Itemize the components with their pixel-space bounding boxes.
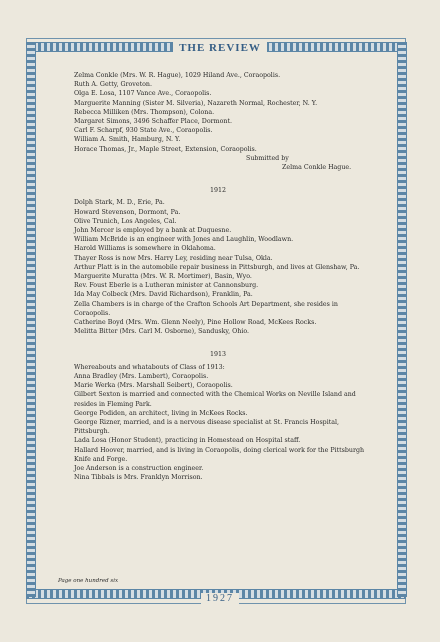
entry: Marie Werka (Mrs. Marshall Seibert), Coraopolis. xyxy=(74,382,233,390)
entry: Ida May Colbeck (Mrs. David Richardson), Franklin, Pa. xyxy=(74,291,253,299)
entry: Thayer Ross is now Mrs. Harry Ley, residing near Tulsa, Okla. xyxy=(74,254,273,262)
entry: William McBride is an engineer with Jones and Laughlin, Woodlawn. xyxy=(74,236,294,244)
page-number-label: Page one hundred six xyxy=(58,578,119,584)
entry: Zella Chambers is in charge of the Crafton Schools Art Department, she resides in Coraopolis. xyxy=(74,300,338,317)
entries-1913 xyxy=(62,363,374,483)
entry: Gilbert Sexton is married and connected with the Chemical Works on Neville Island and resides in Fleming Park. xyxy=(74,391,356,408)
entry: Melitta Bitter (Mrs. Carl M. Osborne), Sandusky, Ohio. xyxy=(74,328,250,336)
entry: Dolph Stark, M. D., Erie, Pa. xyxy=(74,199,165,207)
entry: Rev. Foust Eberle is a Lutheran minister at Cannonsburg. xyxy=(74,282,259,290)
entry: Anna Bradley (Mrs. Lambert), Coraopolis. xyxy=(74,372,209,380)
entry: John Mercer is employed by a bank at Duquesne. xyxy=(74,227,232,235)
entries-top xyxy=(62,71,374,172)
signature-line-1: Submitted by xyxy=(246,154,289,162)
entry: Whereabouts and whatabouts of Class of 1913: xyxy=(74,363,225,371)
entry: Nina Tibbals is Mrs. Franklyn Morrison. xyxy=(74,474,203,482)
footer-year xyxy=(0,586,440,605)
entry: Marguerite Muratta (Mrs. W. R. Mortimer), Basin, Wyo. xyxy=(74,273,252,281)
entry: William A. Smith, Hamburg, N. Y. xyxy=(74,136,181,144)
page-header xyxy=(0,36,440,55)
entry: Lada Losa (Honor Student), practicing in Homestead on Hospital staff. xyxy=(74,437,301,445)
section-year-1913: 1913 xyxy=(209,351,227,359)
entry: Rebecca Milliken (Mrs. Thompson), Colona. xyxy=(74,108,215,116)
entries-1912 xyxy=(62,198,374,336)
section-year-1912: 1912 xyxy=(209,187,227,195)
header-title: THE REVIEW xyxy=(173,42,267,54)
entry: Olga E. Losa, 1107 Vance Ave., Coraopolis. xyxy=(74,90,212,98)
entry: Howard Stevenson, Dormont, Pa. xyxy=(74,208,181,216)
entry: Horace Thomas, Jr., Maple Street, Extension, Coraopolis. xyxy=(74,145,257,153)
entry: Zelma Conkle (Mrs. W. R. Hague), 1029 Hiland Ave., Coraopolis. xyxy=(74,72,281,79)
entry: Hallard Hoover, married, and is living in Coraopolis, doing clerical work for the Pittsburgh Knife and Forge. xyxy=(74,446,365,463)
right-border-band xyxy=(397,42,407,597)
entry: Carl F. Scharpf, 930 State Ave., Coraopolis. xyxy=(74,127,213,135)
entry: Olive Trunich, Los Angeles, Cal. xyxy=(74,217,177,225)
entry: Marguerite Manning (Sister M. Silveria), Nazareth Normal, Rochester, N. Y. xyxy=(74,99,318,107)
signature-line-2: Zelma Conkle Hague. xyxy=(282,164,352,172)
entry: Margaret Simons, 3496 Schaffer Place, Dormont. xyxy=(74,118,232,126)
entry: George Podiden, an architect, living in McKees Rocks. xyxy=(74,409,248,417)
page-content xyxy=(62,71,374,482)
entry: Arthur Platt is in the automobile repair business in Pittsburgh, and lives at Glenshaw, Pa. xyxy=(74,263,360,271)
entry: Harold Williams is somewhere in Oklahoma. xyxy=(74,245,216,253)
entry: Catherine Boyd (Mrs. Wm. Glenn Neely), Pine Hollow Road, McKees Rocks. xyxy=(74,319,317,327)
footer-year-text: 1927 xyxy=(201,593,239,604)
entry: Ruth A. Getty, Groveton. xyxy=(74,81,152,89)
entry: George Rizner, married, and is a nervous disease specialist at St. Francis Hospital, Pittsburgh. xyxy=(74,418,340,436)
entry: Joe Anderson is a construction engineer. xyxy=(74,464,204,472)
left-border-band xyxy=(26,42,36,597)
